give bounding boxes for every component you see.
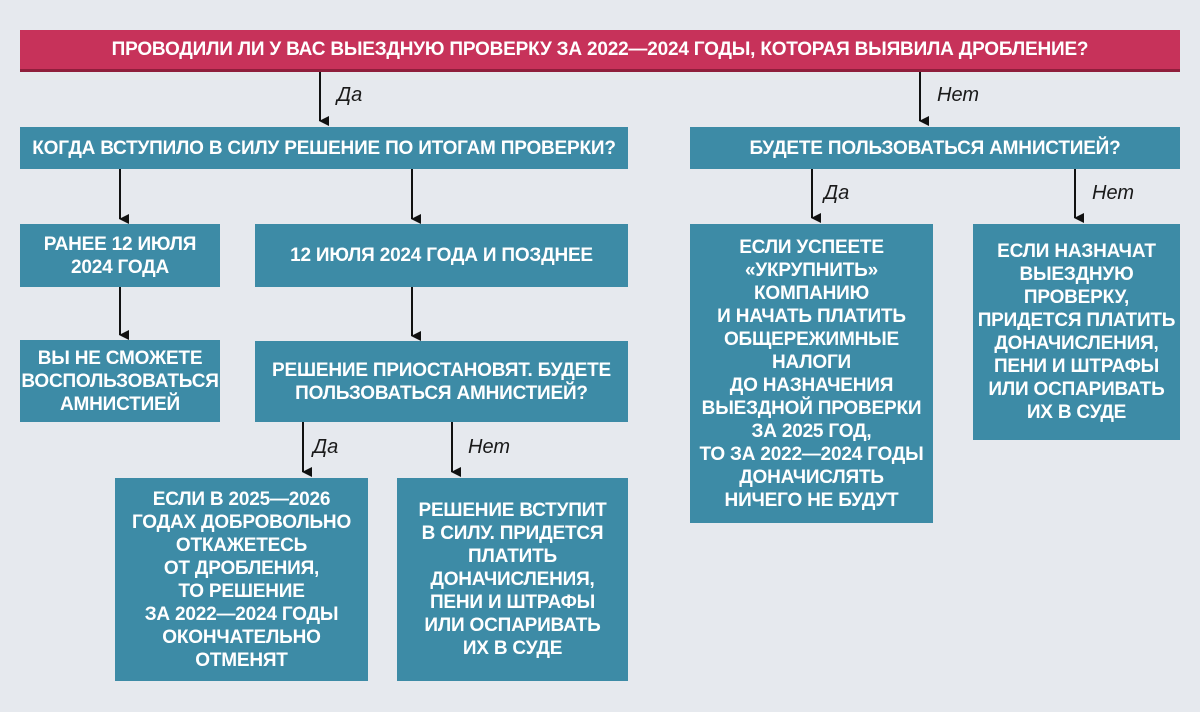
before-july-box: РАНЕЕ 12 ИЮЛЯ 2024 ГОДА (20, 224, 220, 287)
decision-in-force-box: РЕШЕНИЕ ВСТУПИТ В СИЛУ. ПРИДЕТСЯ ПЛАТИТЬ ДОНАЧИСЛЕНИЯ, ПЕНИ И ШТРАФЫ ИЛИ ОСПАРИВАТЬ ИХ В СУДЕ (397, 478, 628, 681)
suspended-box: РЕШЕНИЕ ПРИОСТАНОВЯТ. БУДЕТЕ ПОЛЬЗОВАТЬСЯ АМНИСТИЕЙ? (255, 341, 628, 422)
label-amnesty-no: Нет (1092, 182, 1135, 204)
if-audit-box: ЕСЛИ НАЗНАЧАТ ВЫЕЗДНУЮ ПРОВЕРКУ, ПРИДЕТСЯ ПЛАТИТЬ ДОНАЧИСЛЕНИЯ, ПЕНИ И ШТРАФЫ ИЛИ ОСПАРИВАТЬ ИХ В СУДЕ (973, 224, 1180, 440)
label-top-no: Нет (937, 84, 980, 106)
consolidate-company-box: ЕСЛИ УСПЕЕТЕ «УКРУПНИТЬ» КОМПАНИЮ И НАЧАТЬ ПЛАТИТЬ ОБЩЕРЕЖИМНЫЕ НАЛОГИ ДО НАЗНАЧЕНИЯ ВЫЕЗДНОЙ ПРОВЕРКИ ЗА 2025 ГОД, ТО ЗА 2022—2024 ГОДЫ ДОНАЧИСЛЯТЬ НИЧЕГО НЕ БУДУТ (690, 224, 933, 523)
question-when-box: КОГДА ВСТУПИЛО В СИЛУ РЕШЕНИЕ ПО ИТОГАМ ПРОВЕРКИ? (20, 127, 628, 169)
label-suspended-yes: Да (313, 436, 339, 458)
voluntary-refuse-box: ЕСЛИ В 2025—2026 ГОДАХ ДОБРОВОЛЬНО ОТКАЖЕТЕСЬ ОТ ДРОБЛЕНИЯ, ТО РЕШЕНИЕ ЗА 2022—2024 ГОДЫ ОКОНЧАТЕЛЬНО ОТМЕНЯТ (115, 478, 368, 681)
question-amnesty-box: БУДЕТЕ ПОЛЬЗОВАТЬСЯ АМНИСТИЕЙ? (690, 127, 1180, 169)
after-july-box: 12 ИЮЛЯ 2024 ГОДА И ПОЗДНЕЕ (255, 224, 628, 287)
question-top-box: ПРОВОДИЛИ ЛИ У ВАС ВЫЕЗДНУЮ ПРОВЕРКУ ЗА 2022—2024 ГОДЫ, КОТОРАЯ ВЫЯВИЛА ДРОБЛЕНИЕ? (20, 30, 1180, 72)
label-top-yes: Да (337, 84, 363, 106)
label-suspended-no: Нет (468, 436, 511, 458)
cannot-use-amnesty-box: ВЫ НЕ СМОЖЕТЕ ВОСПОЛЬЗОВАТЬСЯ АМНИСТИЕЙ (20, 340, 220, 422)
label-amnesty-yes: Да (824, 182, 850, 204)
